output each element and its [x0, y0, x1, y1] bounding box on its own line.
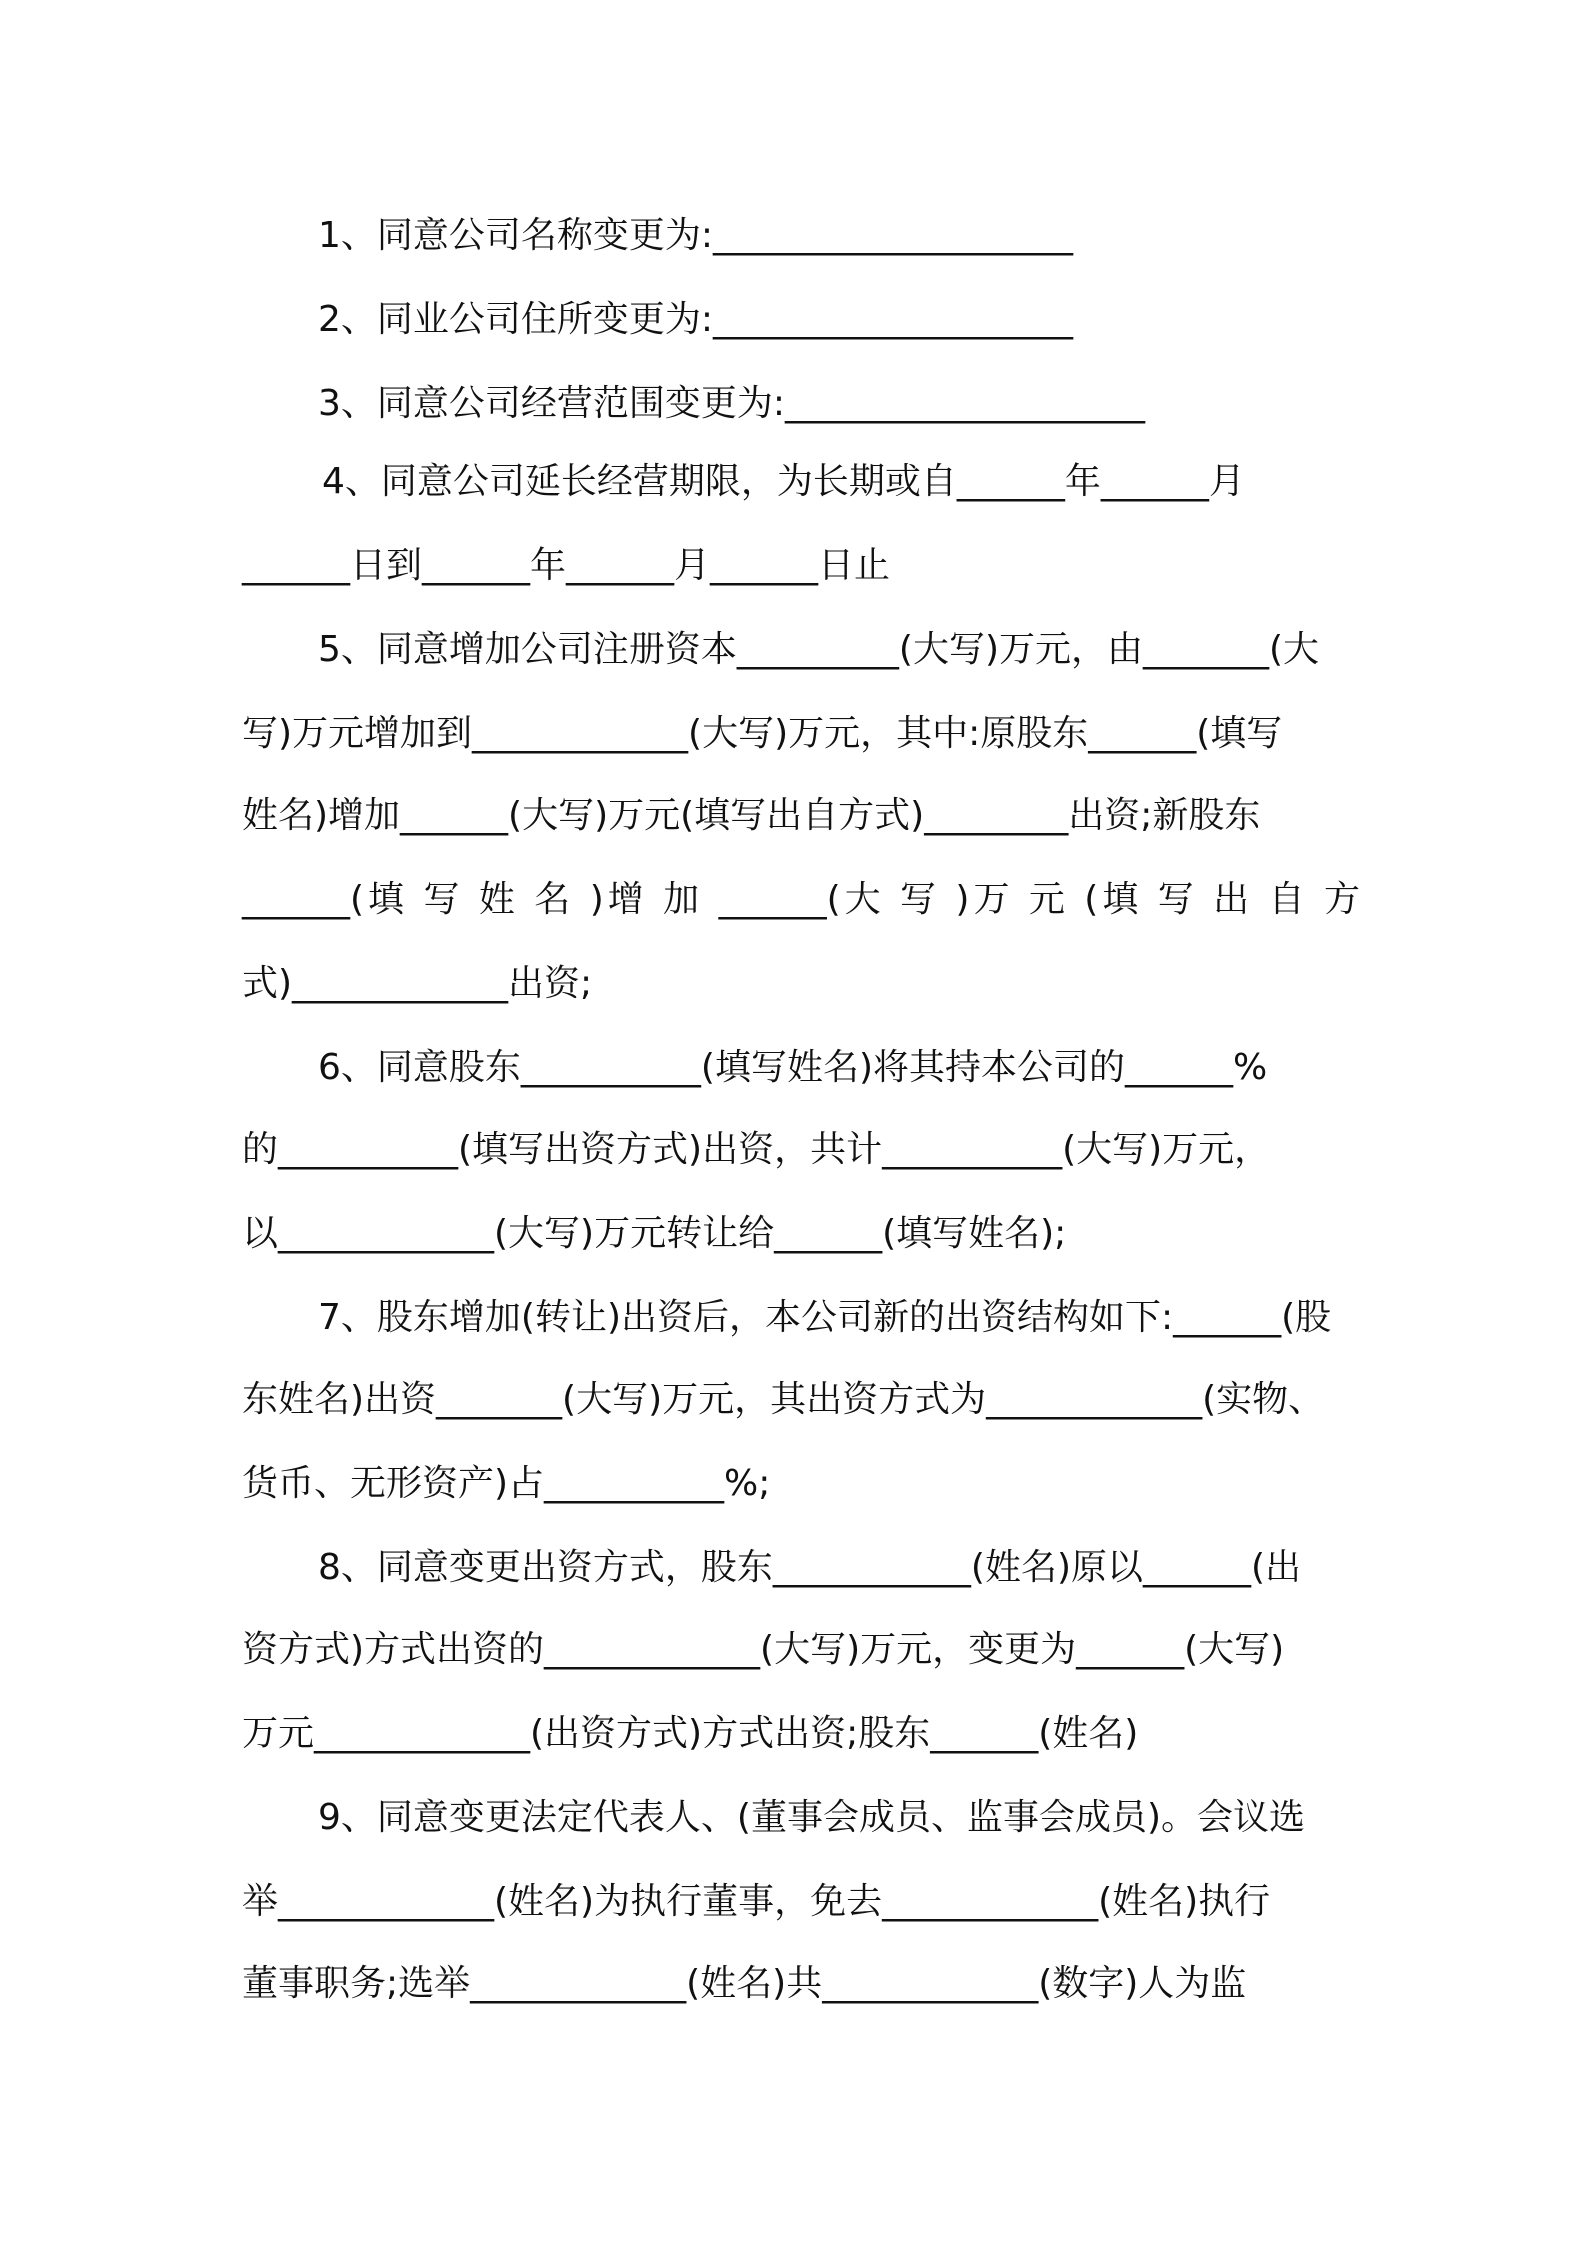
item-7-line-3: 货币、无形资产)占__________%; — [242, 1463, 771, 1504]
item-8-line-2: 资方式)方式出资的____________(大写)万元，变更为______(大写) — [242, 1629, 1285, 1670]
item-9-line-2: 举____________(姓名)为执行董事，免去____________(姓名)执行 — [242, 1881, 1271, 1922]
item-4-line-2: ______日到______年______月______日止 — [242, 545, 891, 586]
item-8-line-3: 万元____________(出资方式)方式出资;股东______(姓名) — [242, 1713, 1139, 1754]
item-6-line-3: 以____________(大写)万元转让给______(填写姓名); — [242, 1213, 1067, 1254]
item-9-line: 9、同意变更法定代表人、(董事会成员、监事会成员)。会议选 — [318, 1797, 1305, 1838]
item-2-line: 2、同业公司住所变更为:____________________ — [318, 299, 1074, 340]
item-5-line: 5、同意增加公司注册资本_________(大写)万元，由_______(大 — [318, 629, 1320, 670]
item-5-line-5: 式)____________出资; — [242, 963, 593, 1004]
item-6-line-2: 的__________(填写出资方式)出资，共计__________(大写)万元， — [242, 1129, 1271, 1170]
item-4-line: 4、同意公司延长经营期限，为长期或自______年______月 — [322, 461, 1245, 502]
item-8-line: 8、同意变更出资方式，股东___________(姓名)原以______(出 — [318, 1547, 1302, 1588]
item-9-line-3: 董事职务;选举____________(姓名)共____________(数字)人为监 — [242, 1963, 1247, 2004]
item-7-line: 7、股东增加(转让)出资后，本公司新的出资结构如下:______(股 — [318, 1297, 1332, 1338]
item-5-line-3: 姓名)增加______(大写)万元(填写出自方式)________出资;新股东 — [242, 795, 1261, 836]
item-7-line-2: 东姓名)出资_______(大写)万元，其出资方式为____________(实物、 — [242, 1379, 1325, 1420]
item-5-line-2: 写)万元增加到____________(大写)万元，其中:原股东______(填写 — [242, 713, 1283, 754]
item-6-line: 6、同意股东__________(填写姓名)将其持本公司的______% — [318, 1047, 1268, 1088]
item-3-line: 3、同意公司经营范围变更为:____________________ — [318, 383, 1146, 424]
item-1-line: 1、同意公司名称变更为:____________________ — [318, 215, 1074, 256]
item-5-line-4: ______(填 写 姓 名 )增 加 ______(大 写 )万 元 (填 写 出 自 方 — [242, 879, 1360, 920]
